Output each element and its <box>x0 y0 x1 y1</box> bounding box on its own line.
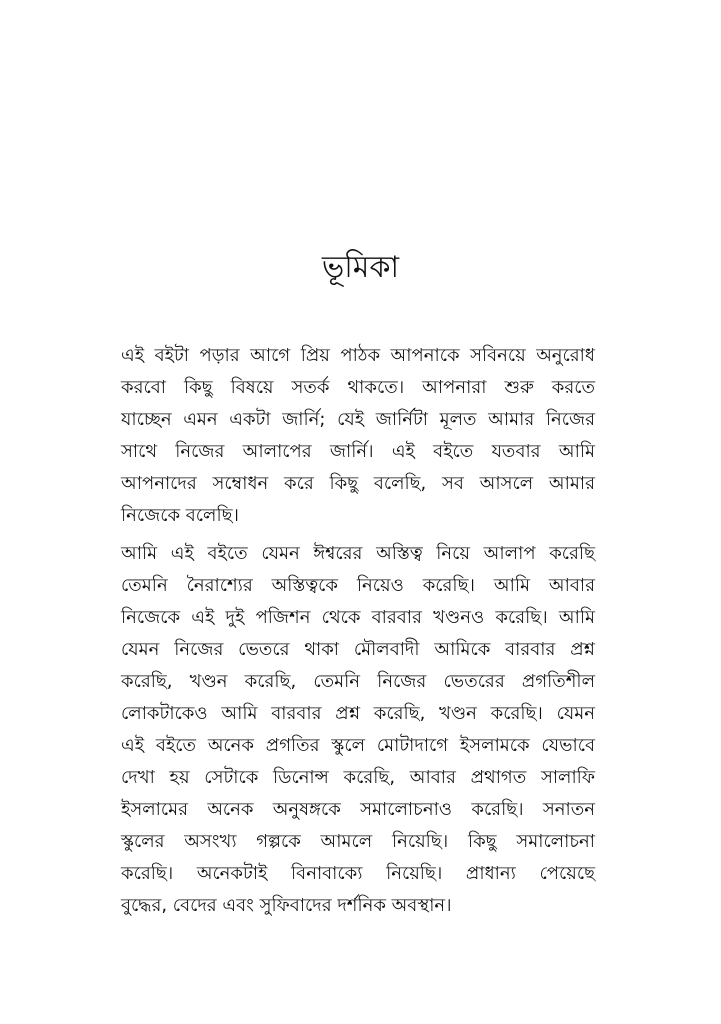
paragraph-line: নিজেকে বলেছি। <box>121 505 239 526</box>
paragraph-line: যাচ্ছেন এমন একটা জার্নি; যেই জার্নিটা মূলত আমার নিজের <box>121 409 595 430</box>
paragraph-line: তেমনি নৈরাশ্যের অস্তিত্বকে নিয়েও করেছি। আমি আবার <box>121 575 595 596</box>
paragraph-line: আমি এই বইতে যেমন ঈশ্বরের অস্তিত্ব নিয়ে আলাপ করেছি <box>121 543 595 564</box>
paragraph-line: নিজেকে এই দুই পজিশন থেকে বারবার খণ্ডনও করেছি। আমি <box>121 607 595 628</box>
paragraph-line: করবো কিছু বিষয়ে সতর্ক থাকতে। আপনারা শুরু করতে <box>121 377 595 398</box>
paragraph-line: যেমন নিজের ভেতরে থাকা মৌলবাদী আমিকে বারবার প্রশ্ন <box>121 639 595 660</box>
paragraph-line: এই বইতে অনেক প্রগতির স্কুলে মোটাদাগে ইসলামকে যেভাবে <box>121 735 595 756</box>
paragraph-line: করেছি, খণ্ডন করেছি, তেমনি নিজের ভেতরের প্রগতিশীল <box>121 671 595 692</box>
paragraph-line: দেখা হয় সেটাকে ডিনোন্স করেছি, আবার প্রথাগত সালাফি <box>121 767 595 788</box>
paragraph-line: স্কুলের অসংখ্য গল্পকে আমলে নিয়েছি। কিছু সমালোচনা <box>121 831 595 852</box>
chapter-title: ভূমিকা <box>321 250 400 285</box>
paragraph-line: ইসলামের অনেক অনুষঙ্গকে সমালোচনাও করেছি। সনাতন <box>121 799 595 820</box>
paragraph-line: আপনাদের সম্বোধন করে কিছু বলেছি, সব আসলে আমার <box>121 473 595 494</box>
paragraph-1 <box>121 340 595 532</box>
paragraph-line: বুদ্ধের, বেদের এবং সুফিবাদের দর্শনিক অবস্থান। <box>121 895 452 916</box>
paragraph-line: লোকটাকেও আমি বারবার প্রশ্ন করেছি, খণ্ডন করেছি। যেমন <box>121 703 595 724</box>
paragraph-line: এই বইটা পড়ার আগে প্রিয় পাঠক আপনাকে সবিনয়ে অনুরোধ <box>121 345 595 366</box>
paragraph-2 <box>121 538 595 922</box>
paragraph-line: করেছি। অনেকটাই বিনাবাক্যে নিয়েছি। প্রাধান্য পেয়েছে <box>121 863 595 884</box>
paragraph-line: সাথে নিজের আলাপের জার্নি। এই বইতে যতবার আমি <box>121 441 595 462</box>
